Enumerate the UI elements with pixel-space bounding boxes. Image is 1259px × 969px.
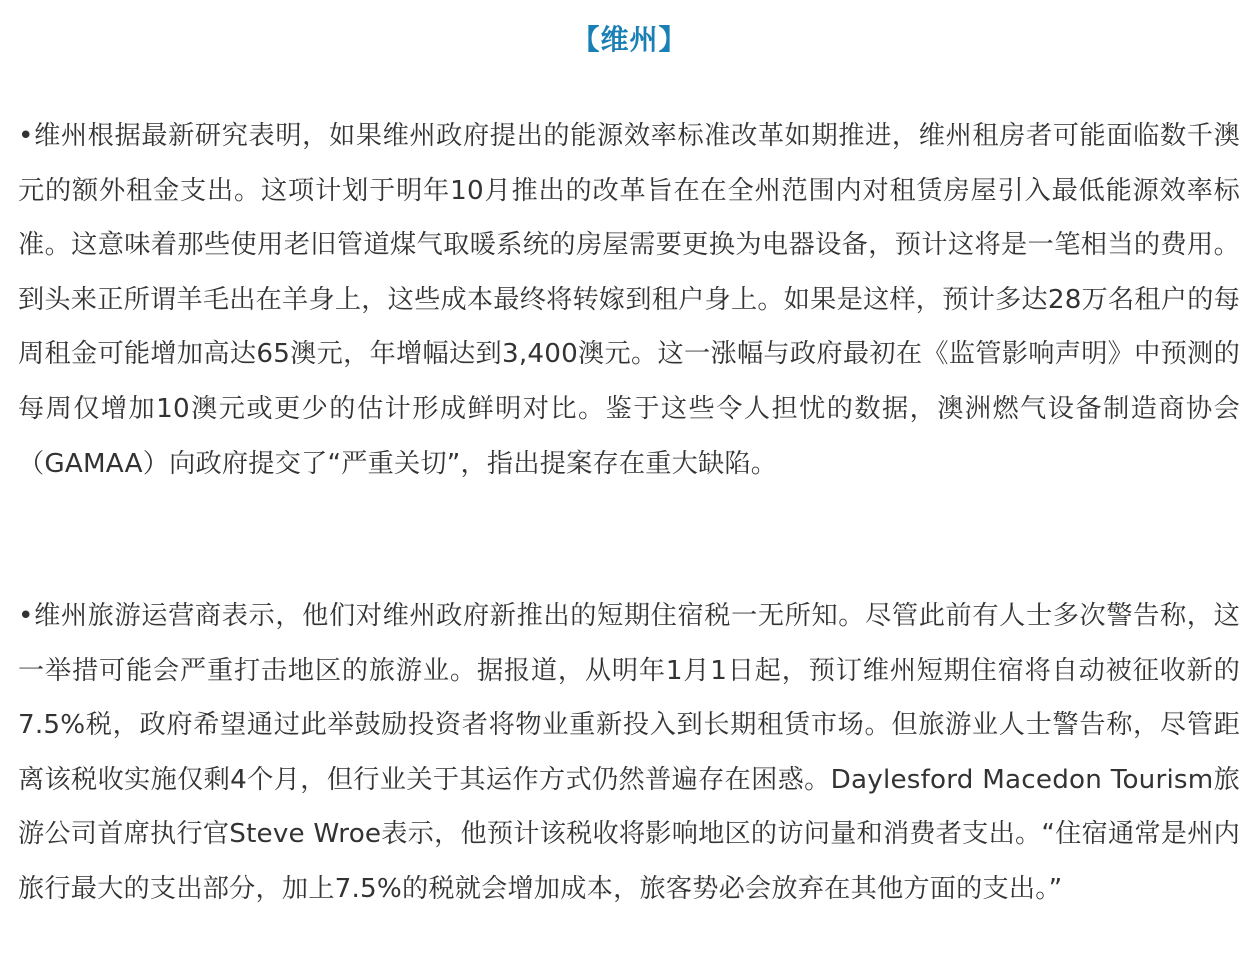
- news-paragraph-accommodation-tax: •维州旅游运营商表示，他们对维州政府新推出的短期住宿税一无所知。尽管此前有人士多次警告称，这一举措可能会严重打击地区的旅游业。据报道，从明年1月1日起，预订维州短期住宿将自动被征收新的7.5%税，政府希望通过此举鼓励投资者将物业重新投入到长期租赁市场。但旅游业人士警告称，尽管距离该税收实施仅剩4个月，但行业关于其运作方式仍然普遍存在困惑。Daylesford Macedon Tourism旅游公司首席执行官Steve Wroe表示，他预计该税收将影响地区的访问量和消费者支出。“住宿通常是州内旅行最大的支出部分，加上7.5%的税就会增加成本，旅客势必会放弃在其他方面的支出。”: [18, 601, 1240, 904]
- section-title: 【维州】: [571, 23, 688, 56]
- news-paragraph-energy-efficiency: •维州根据最新研究表明，如果维州政府提出的能源效率标准改革如期推进，维州租房者可能面临数千澳元的额外租金支出。这项计划于明年10月推出的改革旨在在全州范围内对租赁房屋引入最低能源效率标准。这意味着那些使用老旧管道煤气取暖系统的房屋需要更换为电器设备，预计这将是一笔相当的费用。到头来正所谓羊毛出在羊身上，这些成本最终将转嫁到租户身上。如果是这样，预计多达28万名租户的每周租金可能增加高达65澳元，年增幅达到3,400澳元。这一涨幅与政府最初在《监管影响声明》中预测的每周仅增加10澳元或更少的估计形成鲜明对比。鉴于这些令人担忧的数据，澳洲燃气设备制造商协会（GAMAA）向政府提交了“严重关切”，指出提案存在重大缺陷。: [18, 121, 1240, 479]
